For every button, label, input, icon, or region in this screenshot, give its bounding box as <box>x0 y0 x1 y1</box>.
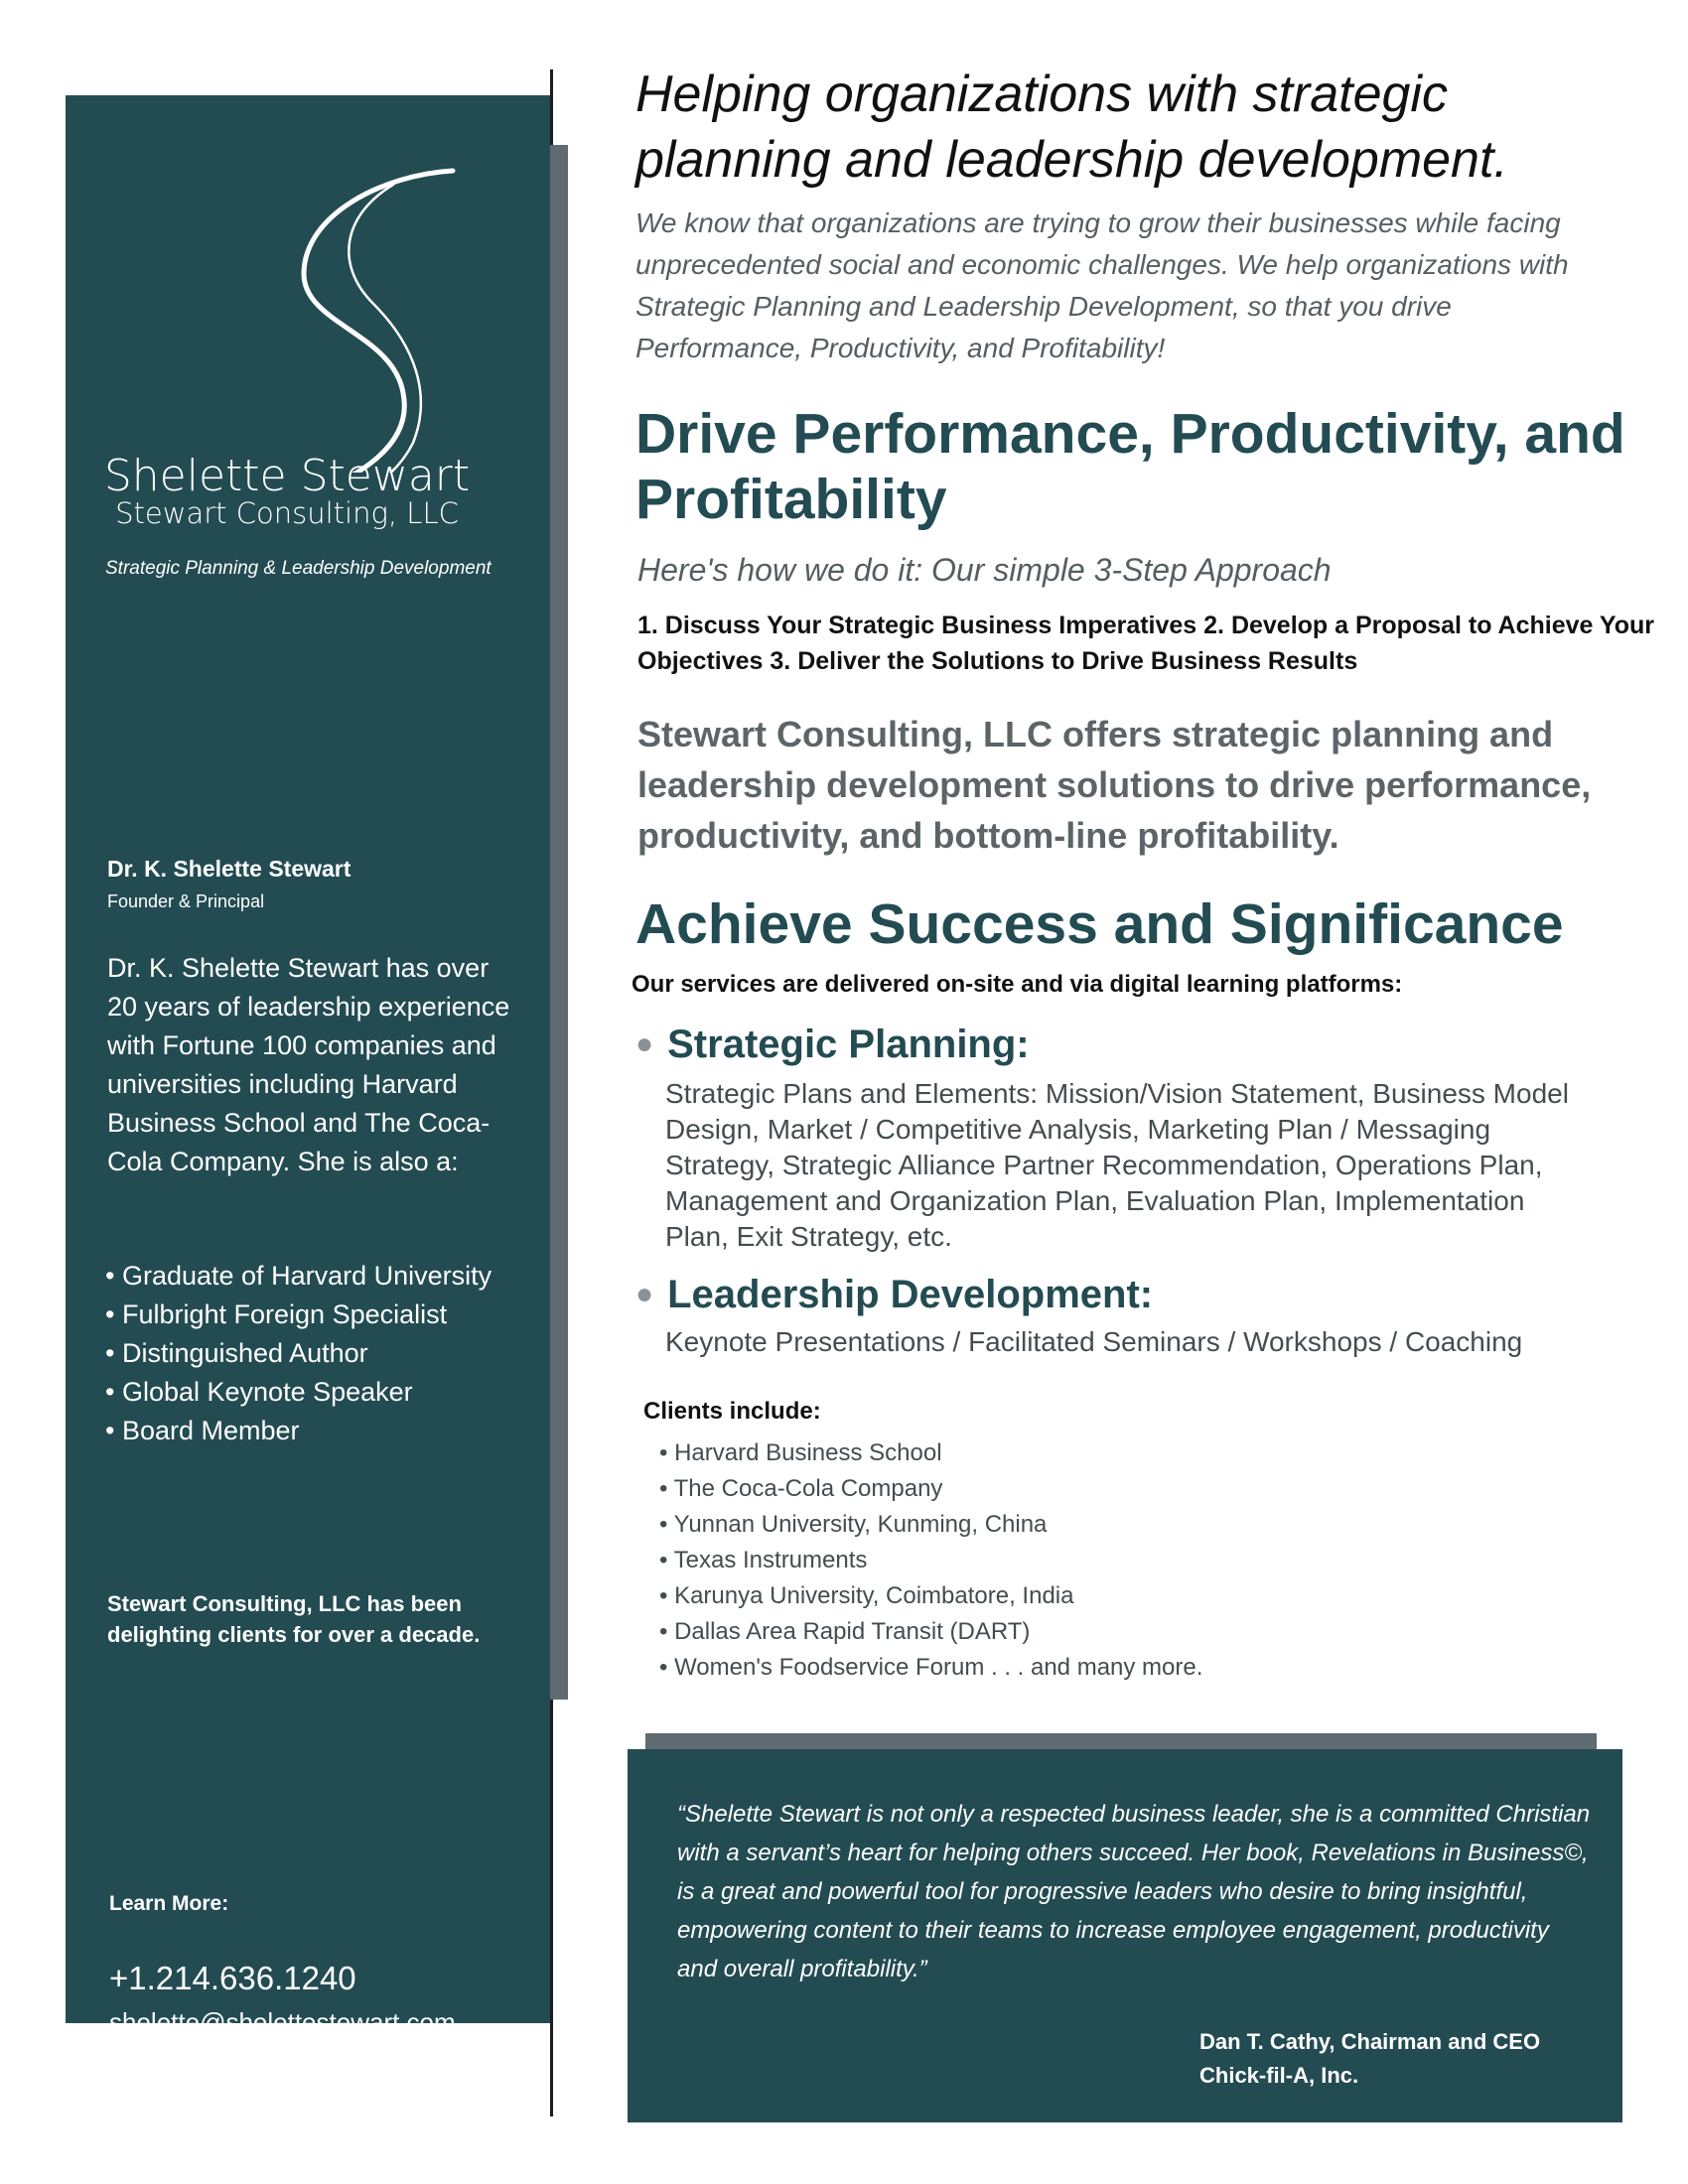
decade-note: Stewart Consulting, LLC has been delighting clients for over a decade. <box>107 1591 481 1647</box>
list-item: • Graduate of Harvard University <box>105 1257 492 1296</box>
bullet-icon: ● <box>635 1027 654 1060</box>
offer-statement: Stewart Consulting, LLC offers strategic planning and leadership development solutions to drive performance, productivity, and bottom-line profitability. <box>637 714 1592 856</box>
logo-s-swoosh-icon <box>264 165 492 473</box>
list-item: • Global Keynote Speaker <box>105 1373 492 1412</box>
three-steps: 1. Discuss Your Strategic Business Imperatives 2. Develop a Proposal to Achieve Your Objectives 3. Deliver the Solutions to Drive Business Results <box>637 612 1654 675</box>
testimonial-text: “Shelette Stewart is not only a respected business leader, she is a committed Christian with a servant’s heart for helping others succeed. Her book, Revelations in Business©, is a great and powerful tool for progressive leaders who desire to bring insightful, empowering content to their teams to increase employee engagement, productivity and overall profitability.” <box>677 1801 1591 1982</box>
clients-list <box>659 1435 1202 1686</box>
list-item: • Texas Instruments <box>659 1543 1202 1578</box>
phone-number[interactable]: +1.214.636.1240 <box>109 1960 356 1996</box>
list-item: • Dallas Area Rapid Transit (DART) <box>659 1614 1202 1650</box>
logo-company: Stewart Consulting, LLC <box>115 496 459 530</box>
strategic-planning-text: Strategic Plans and Elements: Mission/Vision Statement, Business Model Design, Market / Competitive Analysis, Marketing Plan / Messaging Strategy, Strategic Alliance Partner Recommendation, Operations Plan, Management and Organization Plan, Evaluation Plan, Implementation Plan, Exit Strategy, etc. <box>665 1078 1569 1252</box>
drive-performance-heading: Drive Performance, Productivity, and Profitability <box>635 402 1625 531</box>
sidebar-shadow <box>550 145 568 1700</box>
author-company: Chick-fil-A, Inc. <box>1199 2063 1359 2088</box>
tagline: Strategic Planning & Leadership Development <box>105 558 492 579</box>
service-title: Leadership Development: <box>667 1273 1154 1316</box>
logo-name: Shelette Stewart <box>103 451 471 501</box>
leadership-development-heading <box>635 1273 1153 1317</box>
bio-name: Dr. K. Shelette Stewart <box>107 856 352 882</box>
list-item: • Fulbright Foreign Specialist <box>105 1296 492 1334</box>
learn-more-label: Learn More: <box>109 1892 229 1915</box>
website-link[interactable]: shelettestewart.com <box>109 2061 444 2100</box>
testimonial-author <box>1199 2025 1540 2093</box>
intro-paragraph: We know that organizations are trying to grow their businesses while facing unprecedented social and economic challenges. We help organizations with Strategic Planning and Leadership Development, so that you drive Performance, Productivity, and Profitability! <box>635 207 1569 363</box>
leadership-development-text: Keynote Presentations / Facilitated Seminars / Workshops / Coaching <box>665 1326 1523 1357</box>
list-item: • Yunnan University, Kunming, China <box>659 1507 1202 1543</box>
services-note: Our services are delivered on-site and via digital learning platforms: <box>632 971 1403 998</box>
page-headline: Helping organizations with strategic planning and leadership development. <box>635 66 1508 189</box>
service-title: Strategic Planning: <box>667 1023 1030 1066</box>
bullet-icon: ● <box>635 1278 654 1310</box>
bio-title: Founder & Principal <box>107 891 265 911</box>
list-item: • Women's Foodservice Forum . . . and many more. <box>659 1650 1202 1686</box>
sidebar <box>66 95 550 2100</box>
list-item: • Harvard Business School <box>659 1435 1202 1471</box>
list-item: • The Coca-Cola Company <box>659 1471 1202 1507</box>
strategic-planning-heading <box>635 1023 1030 1067</box>
author-name: Dan T. Cathy, Chairman and CEO <box>1199 2029 1541 2054</box>
bio-text: Dr. K. Shelette Stewart has over 20 years of leadership experience with Fortune 100 companies and universities including Harvard Business School and The Coca-Cola Company. She is also a: <box>107 953 510 1176</box>
testimonial-box <box>628 1749 1622 2122</box>
approach-heading: Here's how we do it: Our simple 3-Step Approach <box>637 552 1332 588</box>
list-item: • Board Member <box>105 1412 492 1450</box>
list-item: • Karunya University, Coimbatore, India <box>659 1578 1202 1614</box>
credentials-list <box>105 1257 492 1450</box>
list-item: • Distinguished Author <box>105 1334 492 1373</box>
clients-heading: Clients include: <box>643 1398 821 1425</box>
achieve-heading: Achieve Success and Significance <box>635 892 1564 956</box>
email-link[interactable]: shelette@shelettestewart.com <box>109 2007 456 2037</box>
